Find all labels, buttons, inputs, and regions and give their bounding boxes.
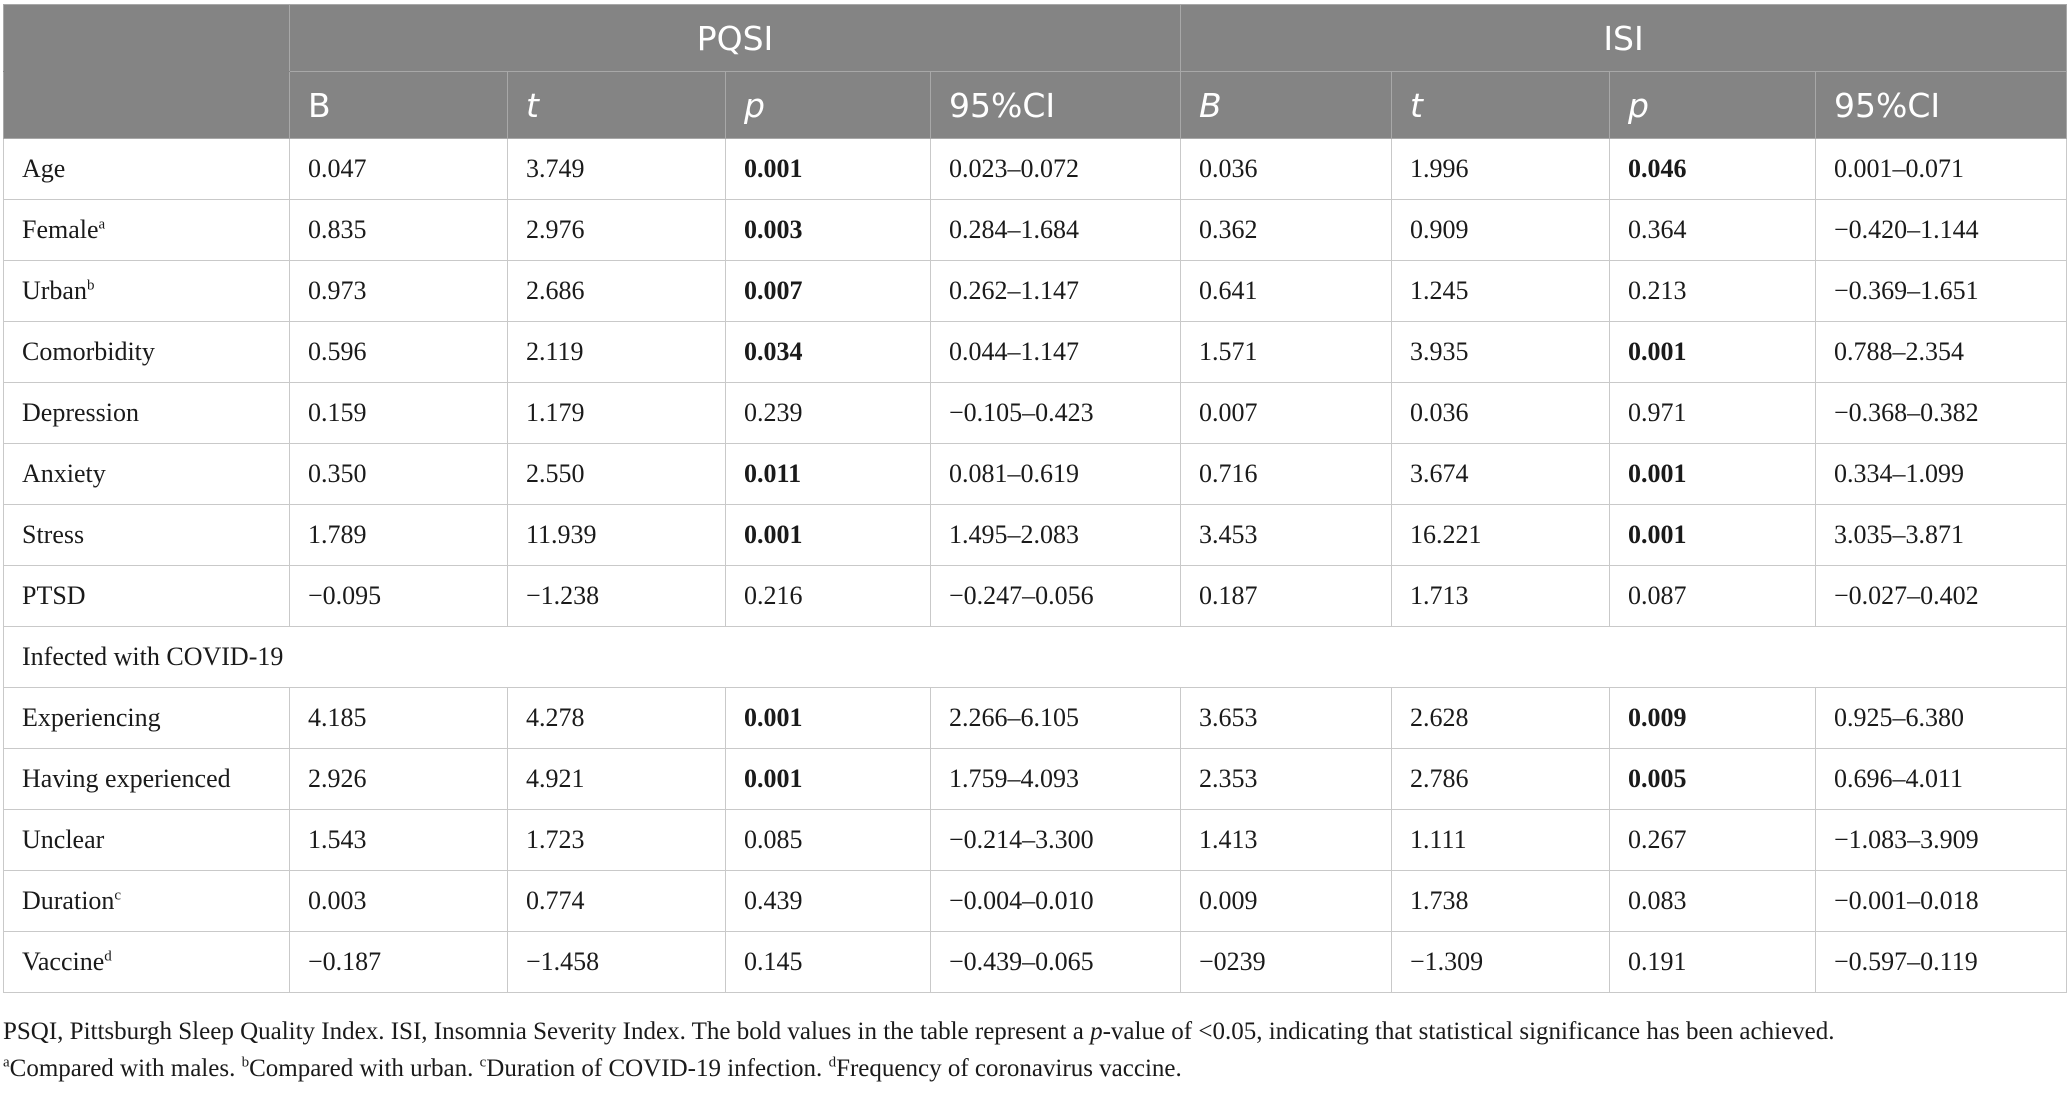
table-cell: 1.111	[1392, 810, 1610, 871]
table-cell: 1.179	[508, 383, 726, 444]
col-header-isi-b: B	[1181, 72, 1392, 139]
row-label-cell	[4, 383, 290, 444]
table-cell: −0.420–1.144	[1816, 200, 2067, 261]
row-label-cell	[4, 139, 290, 200]
header-corner	[4, 5, 290, 72]
table-row	[4, 932, 2067, 993]
table-cell: 0.596	[290, 322, 508, 383]
table-cell: 0.145	[726, 932, 931, 993]
footnote-mark: b	[241, 1054, 250, 1071]
table-cell: 3.453	[1181, 505, 1392, 566]
row-label-cell	[4, 932, 290, 993]
table-cell: 0.267	[1610, 810, 1816, 871]
row-label: Comorbidity	[22, 337, 155, 366]
table-cell: 0.239	[726, 383, 931, 444]
row-label: Age	[22, 154, 66, 183]
table-row	[4, 139, 2067, 200]
table-cell: −1.458	[508, 932, 726, 993]
table-cell: 3.035–3.871	[1816, 505, 2067, 566]
row-label-cell	[4, 688, 290, 749]
table-cell: 2.266–6.105	[931, 688, 1181, 749]
group-header-isi: ISI	[1181, 5, 2067, 72]
row-label-cell	[4, 505, 290, 566]
table-cell: 1.789	[290, 505, 508, 566]
row-label-cell	[4, 261, 290, 322]
table-cell: 0.044–1.147	[931, 322, 1181, 383]
header-corner-lower	[4, 72, 290, 139]
footnote-note-text: Compared with males.	[9, 1055, 242, 1082]
table-cell: 3.935	[1392, 322, 1610, 383]
footnote-marker: b	[86, 277, 95, 294]
table-cell: 0.007	[726, 261, 931, 322]
table-cell: 0.001	[1610, 505, 1816, 566]
row-label-cell	[4, 200, 290, 261]
table-cell: −0.105–0.423	[931, 383, 1181, 444]
table-cell: 0.364	[1610, 200, 1816, 261]
table-cell: 1.738	[1392, 871, 1610, 932]
table-cell: 0.001–0.071	[1816, 139, 2067, 200]
table-row	[4, 688, 2067, 749]
table-cell: 1.723	[508, 810, 726, 871]
footnote-text-italic: p	[1090, 1018, 1103, 1045]
table-cell: 0.641	[1181, 261, 1392, 322]
table-row	[4, 444, 2067, 505]
table-cell: 0.081–0.619	[931, 444, 1181, 505]
table-cell: 1.996	[1392, 139, 1610, 200]
table-cell: 0.774	[508, 871, 726, 932]
footnote-text-post: -value of <0.05, indicating that statistical significance has been achieved.	[1102, 1018, 1835, 1045]
table-cell: −1.238	[508, 566, 726, 627]
footnote-mark: c	[479, 1054, 487, 1071]
table-cell: 0.835	[290, 200, 508, 261]
table-cell: 0.001	[1610, 322, 1816, 383]
row-label-cell	[4, 871, 290, 932]
table-cell: 16.221	[1392, 505, 1610, 566]
table-cell: 4.921	[508, 749, 726, 810]
footnote-note-text: Frequency of coronavirus vaccine.	[836, 1055, 1182, 1082]
table-cell: 2.353	[1181, 749, 1392, 810]
table-cell: 0.909	[1392, 200, 1610, 261]
table-cell: −0.247–0.056	[931, 566, 1181, 627]
table-cell: 2.119	[508, 322, 726, 383]
table-cell: 2.976	[508, 200, 726, 261]
table-cell: 0.036	[1181, 139, 1392, 200]
table-body	[4, 139, 2067, 993]
table-cell: 0.216	[726, 566, 931, 627]
table-cell: 0.007	[1181, 383, 1392, 444]
table-cell: 4.278	[508, 688, 726, 749]
row-label: Unclear	[22, 825, 105, 854]
table-cell: 2.926	[290, 749, 508, 810]
table-row	[4, 566, 2067, 627]
table-cell: 0.362	[1181, 200, 1392, 261]
row-label: PTSD	[22, 581, 86, 610]
table-row	[4, 261, 2067, 322]
table-cell: 0.716	[1181, 444, 1392, 505]
col-header-pqsi-b: B	[290, 72, 508, 139]
table-row	[4, 383, 2067, 444]
table-cell: 1.495–2.083	[931, 505, 1181, 566]
col-header-pqsi-p: p	[726, 72, 931, 139]
row-label: Anxiety	[22, 459, 106, 488]
table-cell: 0.003	[290, 871, 508, 932]
table-cell: 0.187	[1181, 566, 1392, 627]
table-cell: 1.759–4.093	[931, 749, 1181, 810]
table-cell: 0.009	[1610, 688, 1816, 749]
table-cell: 0.046	[1610, 139, 1816, 200]
col-header-isi-ci: 95%CI	[1816, 72, 2067, 139]
footnote-mark: a	[3, 1054, 10, 1071]
table-cell: −0.187	[290, 932, 508, 993]
row-label: Experiencing	[22, 703, 161, 732]
section-row	[4, 627, 2067, 688]
table-cell: −0.001–0.018	[1816, 871, 2067, 932]
table-cell: −0239	[1181, 932, 1392, 993]
table-cell: 0.003	[726, 200, 931, 261]
table-row	[4, 749, 2067, 810]
table-cell: 0.036	[1392, 383, 1610, 444]
table-cell: 0.009	[1181, 871, 1392, 932]
table-cell: −0.597–0.119	[1816, 932, 2067, 993]
table-cell: −0.368–0.382	[1816, 383, 2067, 444]
table-cell: 0.001	[726, 505, 931, 566]
row-label: Stress	[22, 520, 85, 549]
table-cell: 3.749	[508, 139, 726, 200]
table-cell: 0.034	[726, 322, 931, 383]
footnote-note-text: Compared with urban.	[249, 1055, 480, 1082]
footnote-abbreviations	[3, 1018, 1834, 1046]
table-cell: 0.087	[1610, 566, 1816, 627]
table-cell: 0.001	[1610, 444, 1816, 505]
table-cell: 0.284–1.684	[931, 200, 1181, 261]
table-cell: −0.004–0.010	[931, 871, 1181, 932]
table-cell: 0.023–0.072	[931, 139, 1181, 200]
table-cell: −1.309	[1392, 932, 1610, 993]
table-cell: 11.939	[508, 505, 726, 566]
table-cell: −0.027–0.402	[1816, 566, 2067, 627]
table-row	[4, 200, 2067, 261]
row-label: Female	[22, 215, 99, 244]
table-cell: 0.971	[1610, 383, 1816, 444]
table-cell: 0.262–1.147	[931, 261, 1181, 322]
group-header-row	[4, 5, 2067, 72]
table-cell: 2.686	[508, 261, 726, 322]
row-label-cell	[4, 322, 290, 383]
table-cell: 0.213	[1610, 261, 1816, 322]
col-header-isi-p: p	[1610, 72, 1816, 139]
table-cell: 0.696–4.011	[1816, 749, 2067, 810]
col-header-isi-t: t	[1392, 72, 1610, 139]
table-cell: 2.786	[1392, 749, 1610, 810]
table-cell: 2.628	[1392, 688, 1610, 749]
table-cell: 4.185	[290, 688, 508, 749]
col-header-pqsi-ci: 95%CI	[931, 72, 1181, 139]
table-cell: 0.001	[726, 688, 931, 749]
table-cell: 1.713	[1392, 566, 1610, 627]
footnote-text-pre: PSQI, Pittsburgh Sleep Quality Index. ISI, Insomnia Severity Index. The bold values in the table represent a	[3, 1018, 1091, 1045]
table-cell: 1.413	[1181, 810, 1392, 871]
table-cell: 0.350	[290, 444, 508, 505]
row-label: Duration	[22, 886, 115, 915]
table-cell: 0.011	[726, 444, 931, 505]
table-cell: 0.001	[726, 749, 931, 810]
table-cell: −0.439–0.065	[931, 932, 1181, 993]
table-cell: −1.083–3.909	[1816, 810, 2067, 871]
col-header-pqsi-t: t	[508, 72, 726, 139]
footnote-notes	[3, 1055, 1182, 1083]
column-header-row	[4, 72, 2067, 139]
table-cell: 0.788–2.354	[1816, 322, 2067, 383]
table-row	[4, 322, 2067, 383]
table-cell: 3.653	[1181, 688, 1392, 749]
row-label: Depression	[22, 398, 139, 427]
table-cell: 0.159	[290, 383, 508, 444]
table-cell: 1.543	[290, 810, 508, 871]
section-label: Infected with COVID-19	[4, 627, 2067, 688]
table-cell: −0.369–1.651	[1816, 261, 2067, 322]
row-label-cell	[4, 566, 290, 627]
table-cell: 0.925–6.380	[1816, 688, 2067, 749]
table-cell: 2.550	[508, 444, 726, 505]
table-cell: −0.214–3.300	[931, 810, 1181, 871]
footnote-mark: d	[828, 1054, 837, 1071]
table-cell: 0.085	[726, 810, 931, 871]
footnote-marker: a	[98, 216, 106, 233]
table-cell: 0.439	[726, 871, 931, 932]
row-label-cell	[4, 810, 290, 871]
table-cell: 0.973	[290, 261, 508, 322]
table-cell: 1.245	[1392, 261, 1610, 322]
table-row	[4, 871, 2067, 932]
table-cell: 0.191	[1610, 932, 1816, 993]
table-cell: 3.674	[1392, 444, 1610, 505]
footnote-marker: c	[114, 887, 122, 904]
table-cell: 0.334–1.099	[1816, 444, 2067, 505]
row-label: Vaccine	[22, 947, 105, 976]
footnote-marker: d	[104, 948, 112, 965]
table-cell: −0.095	[290, 566, 508, 627]
row-label-cell	[4, 444, 290, 505]
table-row	[4, 810, 2067, 871]
footnote-note-text: Duration of COVID-19 infection.	[486, 1055, 829, 1082]
regression-table	[3, 4, 2067, 993]
row-label: Urban	[22, 276, 87, 305]
table-cell: 0.001	[726, 139, 931, 200]
row-label: Having experienced	[22, 764, 231, 793]
row-label-cell	[4, 749, 290, 810]
table-cell: 1.571	[1181, 322, 1392, 383]
group-header-pqsi: PQSI	[290, 5, 1181, 72]
table-cell: 0.083	[1610, 871, 1816, 932]
table-row	[4, 505, 2067, 566]
table-cell: 0.047	[290, 139, 508, 200]
table-cell: 0.005	[1610, 749, 1816, 810]
